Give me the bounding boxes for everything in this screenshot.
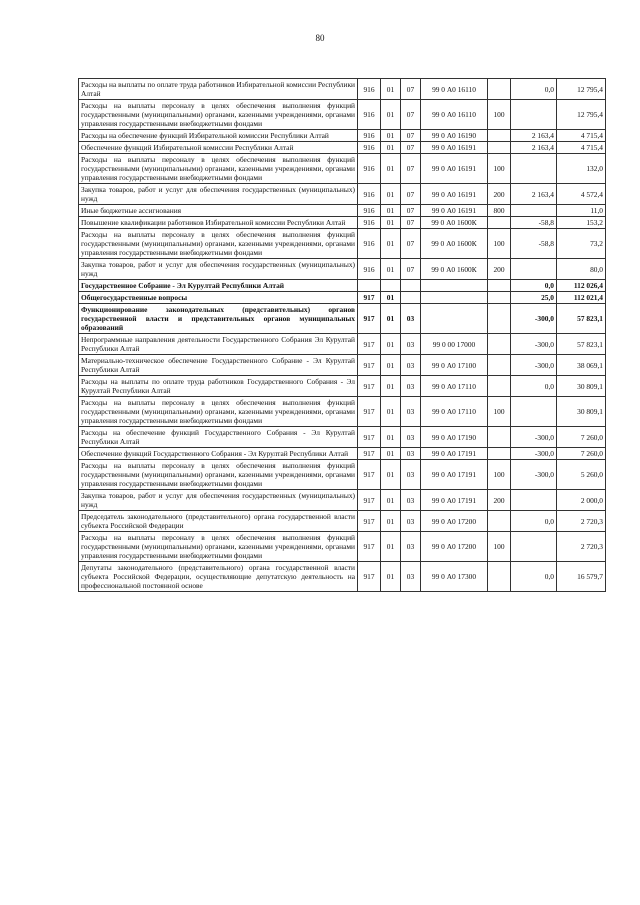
expense-type-cell: 100 — [488, 397, 511, 427]
total-amount-cell: 132,0 — [557, 154, 606, 184]
total-amount-cell: 73,2 — [557, 229, 606, 259]
table-row — [79, 448, 606, 460]
section-code-cell: 01 — [381, 229, 401, 259]
row-name-cell: Расходы на обеспечение функций Избирательной комиссии Республики Алтай — [79, 130, 358, 142]
budget-table — [78, 78, 606, 592]
subsection-code-cell: 07 — [401, 79, 421, 100]
expense-type-cell: 100 — [488, 532, 511, 562]
ved-code-cell: 917 — [358, 511, 381, 532]
expense-type-cell — [488, 355, 511, 376]
subsection-code-cell: 03 — [401, 490, 421, 511]
row-name-cell: Материально-техническое обеспечение Государственного Собрание - Эл Курултай Республики Алтай — [79, 355, 358, 376]
target-item-cell — [421, 304, 488, 334]
change-amount-cell: 25,0 — [511, 292, 557, 304]
expense-type-cell — [488, 448, 511, 460]
expense-type-cell: 100 — [488, 154, 511, 184]
table-row — [79, 79, 606, 100]
table-row — [79, 376, 606, 397]
target-item-cell: 99 0 А0 17100 — [421, 355, 488, 376]
change-amount-cell: -300,0 — [511, 427, 557, 448]
row-name-cell: Расходы на выплаты персоналу в целях обеспечения выполнения функций государственными (муниципальными) органами, казенными учреждениями, органами управления государственными внебюджетными фондами — [79, 460, 358, 490]
subsection-code-cell: 07 — [401, 100, 421, 130]
subsection-code-cell: 03 — [401, 460, 421, 490]
change-amount-cell: 0,0 — [511, 280, 557, 292]
expense-type-cell: 200 — [488, 490, 511, 511]
expense-type-cell — [488, 376, 511, 397]
table-row — [79, 304, 606, 334]
expense-type-cell: 200 — [488, 259, 511, 280]
section-code-cell: 01 — [381, 511, 401, 532]
table-row — [79, 334, 606, 355]
section-code-cell: 01 — [381, 427, 401, 448]
row-name-cell: Повышение квалификации работников Избирательной комиссии Республики Алтай — [79, 217, 358, 229]
target-item-cell: 99 0 А0 16191 — [421, 154, 488, 184]
page-number: 80 — [315, 33, 325, 43]
table-row — [79, 511, 606, 532]
change-amount-cell: -58,8 — [511, 217, 557, 229]
total-amount-cell: 57 823,1 — [557, 304, 606, 334]
section-code-cell: 01 — [381, 154, 401, 184]
expense-type-cell — [488, 334, 511, 355]
row-name-cell: Расходы на выплаты персоналу в целях обеспечения выполнения функций государственными (муниципальными) органами, казенными учреждениями, органами управления государственными внебюджетными фондами — [79, 532, 358, 562]
row-name-cell: Расходы на обеспечение функций Государственного Собрания - Эл Курултай Республики Алтай — [79, 427, 358, 448]
expense-type-cell — [488, 142, 511, 154]
section-code-cell — [381, 280, 401, 292]
expense-type-cell — [488, 217, 511, 229]
table-row — [79, 142, 606, 154]
ved-code-cell: 916 — [358, 142, 381, 154]
total-amount-cell: 4 715,4 — [557, 130, 606, 142]
expense-type-cell — [488, 427, 511, 448]
table-row — [79, 130, 606, 142]
total-amount-cell: 2 720,3 — [557, 532, 606, 562]
change-amount-cell — [511, 397, 557, 427]
change-amount-cell: 2 163,4 — [511, 184, 557, 205]
table-row — [79, 217, 606, 229]
ved-code-cell: 916 — [358, 217, 381, 229]
total-amount-cell: 30 809,1 — [557, 397, 606, 427]
subsection-code-cell: 03 — [401, 511, 421, 532]
ved-code-cell: 917 — [358, 292, 381, 304]
expense-type-cell — [488, 130, 511, 142]
ved-code-cell: 916 — [358, 130, 381, 142]
change-amount-cell: 0,0 — [511, 79, 557, 100]
table-row — [79, 427, 606, 448]
change-amount-cell: -300,0 — [511, 334, 557, 355]
target-item-cell: 99 0 А0 17200 — [421, 532, 488, 562]
change-amount-cell: 2 163,4 — [511, 130, 557, 142]
target-item-cell: 99 0 А0 17110 — [421, 397, 488, 427]
change-amount-cell — [511, 154, 557, 184]
target-item-cell — [421, 292, 488, 304]
subsection-code-cell: 03 — [401, 397, 421, 427]
ved-code-cell: 916 — [358, 229, 381, 259]
expense-type-cell — [488, 304, 511, 334]
section-code-cell: 01 — [381, 334, 401, 355]
subsection-code-cell: 07 — [401, 154, 421, 184]
total-amount-cell: 7 260,0 — [557, 427, 606, 448]
row-name-cell: Расходы на выплаты персоналу в целях обеспечения выполнения функций государственными (муниципальными) органами, казенными учреждениями, органами управления государственными внебюджетными фондами — [79, 100, 358, 130]
expense-type-cell: 100 — [488, 460, 511, 490]
total-amount-cell: 4 715,4 — [557, 142, 606, 154]
target-item-cell: 99 0 А0 17110 — [421, 376, 488, 397]
expense-type-cell — [488, 280, 511, 292]
target-item-cell: 99 0 А0 17200 — [421, 511, 488, 532]
ved-code-cell: 917 — [358, 562, 381, 592]
ved-code-cell: 917 — [358, 397, 381, 427]
total-amount-cell: 4 572,4 — [557, 184, 606, 205]
row-name-cell: Депутаты законодательного (представительного) органа государственной власти субъекта Российской Федерации, осуществляющие депутатскую деятельность на профессиональной постоянной основе — [79, 562, 358, 592]
row-name-cell: Обеспечение функций Государственного Собрания - Эл Курултай Республики Алтай — [79, 448, 358, 460]
target-item-cell: 99 0 А0 17191 — [421, 490, 488, 511]
section-code-cell: 01 — [381, 460, 401, 490]
total-amount-cell: 38 069,1 — [557, 355, 606, 376]
section-code-cell: 01 — [381, 142, 401, 154]
subsection-code-cell: 03 — [401, 562, 421, 592]
subsection-code-cell: 07 — [401, 142, 421, 154]
target-item-cell: 99 0 А0 16190 — [421, 130, 488, 142]
target-item-cell: 99 0 А0 17190 — [421, 427, 488, 448]
change-amount-cell: -300,0 — [511, 304, 557, 334]
table-row — [79, 280, 606, 292]
table-row — [79, 154, 606, 184]
change-amount-cell: -300,0 — [511, 448, 557, 460]
subsection-code-cell: 07 — [401, 259, 421, 280]
target-item-cell: 99 0 А0 16110 — [421, 100, 488, 130]
subsection-code-cell: 03 — [401, 334, 421, 355]
ved-code-cell: 916 — [358, 79, 381, 100]
subsection-code-cell: 03 — [401, 376, 421, 397]
ved-code-cell: 916 — [358, 205, 381, 217]
section-code-cell: 01 — [381, 184, 401, 205]
total-amount-cell: 112 026,4 — [557, 280, 606, 292]
target-item-cell: 99 0 А0 1600К — [421, 259, 488, 280]
ved-code-cell: 917 — [358, 334, 381, 355]
expense-type-cell — [488, 79, 511, 100]
row-name-cell: Закупка товаров, работ и услуг для обеспечения государственных (муниципальных) нужд — [79, 259, 358, 280]
expense-type-cell: 800 — [488, 205, 511, 217]
row-name-cell: Расходы на выплаты персоналу в целях обеспечения выполнения функций государственными (муниципальными) органами, казенными учреждениями, органами управления государственными внебюджетными фондами — [79, 154, 358, 184]
table-body — [79, 79, 606, 592]
table-row — [79, 205, 606, 217]
row-name-cell: Функционирование законодательных (представительных) органов государственной власти и представительных органов муниципальных образований — [79, 304, 358, 334]
ved-code-cell: 916 — [358, 184, 381, 205]
expense-type-cell: 100 — [488, 100, 511, 130]
ved-code-cell: 917 — [358, 355, 381, 376]
table-row — [79, 397, 606, 427]
ved-code-cell: 917 — [358, 376, 381, 397]
ved-code-cell: 917 — [358, 427, 381, 448]
table-row — [79, 259, 606, 280]
total-amount-cell: 30 809,1 — [557, 376, 606, 397]
section-code-cell: 01 — [381, 397, 401, 427]
total-amount-cell: 11,0 — [557, 205, 606, 217]
change-amount-cell — [511, 490, 557, 511]
section-code-cell: 01 — [381, 532, 401, 562]
target-item-cell: 99 0 А0 17191 — [421, 460, 488, 490]
change-amount-cell — [511, 259, 557, 280]
row-name-cell: Расходы на выплаты по оплате труда работников Избирательной комиссии Республики Алтай — [79, 79, 358, 100]
subsection-code-cell — [401, 280, 421, 292]
expense-type-cell: 100 — [488, 229, 511, 259]
row-name-cell: Обеспечение функций Избирательной комиссии Республики Алтай — [79, 142, 358, 154]
total-amount-cell: 112 021,4 — [557, 292, 606, 304]
total-amount-cell: 5 260,0 — [557, 460, 606, 490]
table-row — [79, 100, 606, 130]
change-amount-cell: 0,0 — [511, 511, 557, 532]
change-amount-cell — [511, 532, 557, 562]
section-code-cell: 01 — [381, 79, 401, 100]
target-item-cell: 99 0 А0 1600К — [421, 229, 488, 259]
ved-code-cell — [358, 280, 381, 292]
row-name-cell: Закупка товаров, работ и услуг для обеспечения государственных (муниципальных) нужд — [79, 490, 358, 511]
row-name-cell: Общегосударственные вопросы — [79, 292, 358, 304]
subsection-code-cell: 03 — [401, 532, 421, 562]
section-code-cell: 01 — [381, 448, 401, 460]
section-code-cell: 01 — [381, 130, 401, 142]
total-amount-cell: 7 260,0 — [557, 448, 606, 460]
ved-code-cell: 917 — [358, 532, 381, 562]
ved-code-cell: 917 — [358, 460, 381, 490]
ved-code-cell: 917 — [358, 448, 381, 460]
table-row — [79, 490, 606, 511]
section-code-cell: 01 — [381, 562, 401, 592]
change-amount-cell: -300,0 — [511, 460, 557, 490]
row-name-cell: Председатель законодательного (представительного) органа государственной власти субъекта Российской Федерации — [79, 511, 358, 532]
subsection-code-cell: 07 — [401, 229, 421, 259]
target-item-cell: 99 0 00 17000 — [421, 334, 488, 355]
table-row — [79, 460, 606, 490]
ved-code-cell: 917 — [358, 490, 381, 511]
target-item-cell: 99 0 А0 17300 — [421, 562, 488, 592]
target-item-cell: 99 0 А0 1600К — [421, 217, 488, 229]
row-name-cell: Государственное Собрание - Эл Курултай Республики Алтай — [79, 280, 358, 292]
total-amount-cell: 12 795,4 — [557, 79, 606, 100]
total-amount-cell: 2 720,3 — [557, 511, 606, 532]
change-amount-cell — [511, 205, 557, 217]
target-item-cell: 99 0 А0 16191 — [421, 205, 488, 217]
ved-code-cell: 916 — [358, 154, 381, 184]
target-item-cell: 99 0 А0 16191 — [421, 184, 488, 205]
subsection-code-cell: 03 — [401, 355, 421, 376]
change-amount-cell: 2 163,4 — [511, 142, 557, 154]
target-item-cell: 99 0 А0 17191 — [421, 448, 488, 460]
section-code-cell: 01 — [381, 100, 401, 130]
change-amount-cell: -300,0 — [511, 355, 557, 376]
section-code-cell: 01 — [381, 490, 401, 511]
section-code-cell: 01 — [381, 292, 401, 304]
table-row — [79, 229, 606, 259]
section-code-cell: 01 — [381, 205, 401, 217]
section-code-cell: 01 — [381, 355, 401, 376]
subsection-code-cell: 03 — [401, 304, 421, 334]
table-row — [79, 355, 606, 376]
section-code-cell: 01 — [381, 376, 401, 397]
subsection-code-cell: 07 — [401, 130, 421, 142]
total-amount-cell: 153,2 — [557, 217, 606, 229]
table-row — [79, 562, 606, 592]
target-item-cell: 99 0 А0 16110 — [421, 79, 488, 100]
total-amount-cell: 57 823,1 — [557, 334, 606, 355]
row-name-cell: Закупка товаров, работ и услуг для обеспечения государственных (муниципальных) нужд — [79, 184, 358, 205]
row-name-cell: Расходы на выплаты по оплате труда работников Государственного Собрания - Эл Курултай Республики Алтай — [79, 376, 358, 397]
table-row — [79, 532, 606, 562]
change-amount-cell — [511, 100, 557, 130]
subsection-code-cell: 07 — [401, 217, 421, 229]
ved-code-cell: 917 — [358, 304, 381, 334]
row-name-cell: Расходы на выплаты персоналу в целях обеспечения выполнения функций государственными (муниципальными) органами, казенными учреждениями, органами управления государственными внебюджетными фондами — [79, 397, 358, 427]
expense-type-cell — [488, 511, 511, 532]
subsection-code-cell: 07 — [401, 184, 421, 205]
change-amount-cell: -58,8 — [511, 229, 557, 259]
subsection-code-cell: 07 — [401, 205, 421, 217]
row-name-cell: Непрограммные направления деятельности Государственного Собрания Эл Курултай Республики Алтай — [79, 334, 358, 355]
change-amount-cell: 0,0 — [511, 562, 557, 592]
target-item-cell — [421, 280, 488, 292]
ved-code-cell: 916 — [358, 259, 381, 280]
expense-type-cell — [488, 292, 511, 304]
target-item-cell: 99 0 А0 16191 — [421, 142, 488, 154]
subsection-code-cell — [401, 292, 421, 304]
change-amount-cell: 0,0 — [511, 376, 557, 397]
subsection-code-cell: 03 — [401, 448, 421, 460]
section-code-cell: 01 — [381, 217, 401, 229]
total-amount-cell: 16 579,7 — [557, 562, 606, 592]
section-code-cell: 01 — [381, 304, 401, 334]
ved-code-cell: 916 — [358, 100, 381, 130]
total-amount-cell: 12 795,4 — [557, 100, 606, 130]
row-name-cell: Иные бюджетные ассигнования — [79, 205, 358, 217]
expense-type-cell: 200 — [488, 184, 511, 205]
table-row — [79, 292, 606, 304]
total-amount-cell: 80,0 — [557, 259, 606, 280]
table-row — [79, 184, 606, 205]
subsection-code-cell: 03 — [401, 427, 421, 448]
total-amount-cell: 2 000,0 — [557, 490, 606, 511]
expense-type-cell — [488, 562, 511, 592]
section-code-cell: 01 — [381, 259, 401, 280]
row-name-cell: Расходы на выплаты персоналу в целях обеспечения выполнения функций государственными (муниципальными) органами, казенными учреждениями, органами управления государственными внебюджетными фондами — [79, 229, 358, 259]
